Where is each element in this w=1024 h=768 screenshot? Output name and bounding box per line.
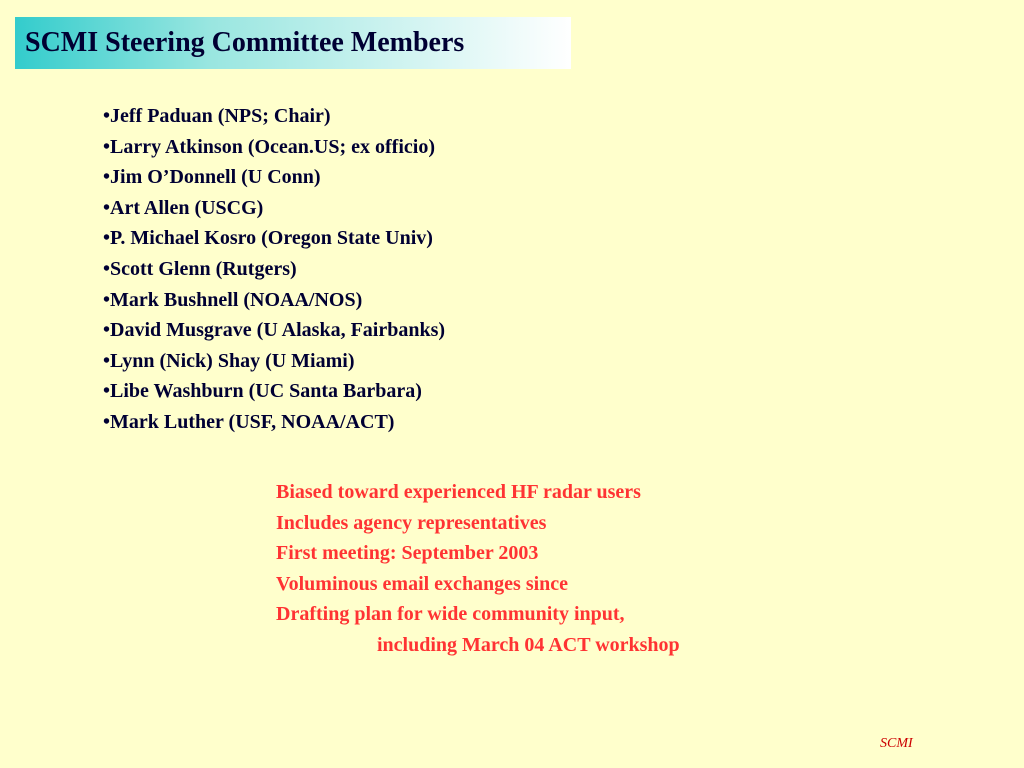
note-item: Includes agency representatives xyxy=(276,511,547,534)
member-item: • Larry Atkinson (Ocean.US; ex officio) xyxy=(103,132,445,163)
note-item: First meeting: September 2003 xyxy=(276,542,539,565)
notes-list xyxy=(276,477,680,661)
note-item: Voluminous email exchanges since xyxy=(276,572,569,595)
title-banner xyxy=(15,17,571,69)
note-item: Biased toward experienced HF radar users xyxy=(276,481,641,503)
member-item: • Art Allen (USCG) xyxy=(103,193,445,224)
member-item: • David Musgrave (U Alaska, Fairbanks) xyxy=(103,315,445,346)
slide-title: SCMI Steering Committee Members xyxy=(25,27,465,58)
member-item: • Libe Washburn (UC Santa Barbara) xyxy=(103,376,445,407)
note-item-continuation: including March 04 ACT workshop xyxy=(377,633,680,656)
member-item: • Lynn (Nick) Shay (U Miami) xyxy=(103,346,445,377)
note-item: Drafting plan for wide community input, xyxy=(276,603,625,626)
member-item: • Scott Glenn (Rutgers) xyxy=(103,254,445,285)
member-list xyxy=(103,101,445,438)
footer-label: SCMI xyxy=(880,736,913,751)
member-item: • Jeff Paduan (NPS; Chair) xyxy=(103,101,445,132)
member-item: • Mark Luther (USF, NOAA/ACT) xyxy=(103,407,445,438)
member-item: • Mark Bushnell (NOAA/NOS) xyxy=(103,285,445,316)
member-item: • P. Michael Kosro (Oregon State Univ) xyxy=(103,223,445,254)
member-item: • Jim O’Donnell (U Conn) xyxy=(103,162,445,193)
